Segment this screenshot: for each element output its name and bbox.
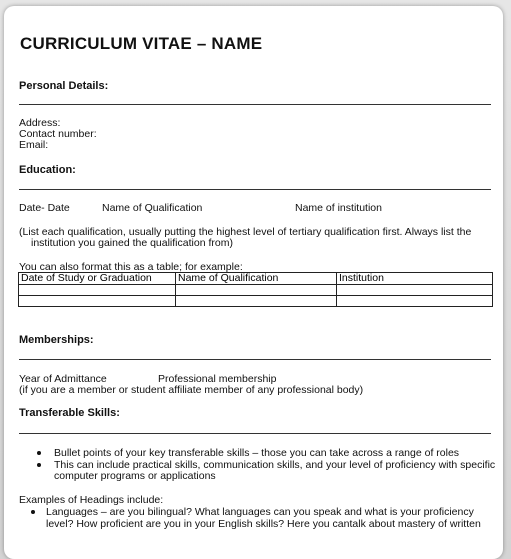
table-row bbox=[19, 285, 493, 296]
skill-bullet-1 bbox=[37, 447, 459, 459]
address-label: Address: bbox=[19, 117, 61, 129]
transferable-divider bbox=[19, 433, 491, 434]
example-bullet-1 bbox=[31, 506, 474, 518]
personal-details-heading: Personal Details: bbox=[19, 80, 109, 92]
example-bullet-1-text: Languages – are you bilingual? What languages can you speak and what is your proficiency bbox=[46, 506, 474, 518]
table-header-cell: Name of Qualification bbox=[176, 273, 337, 285]
edu-institution-label: Name of institution bbox=[295, 202, 382, 214]
cv-page bbox=[4, 6, 503, 559]
table-cell bbox=[337, 285, 493, 296]
qualification-table bbox=[18, 272, 493, 307]
bullet-icon bbox=[31, 510, 35, 514]
cv-title: CURRICULUM VITAE – NAME bbox=[20, 34, 263, 53]
year-admittance-label: Year of Admittance bbox=[19, 373, 107, 385]
bullet-icon bbox=[37, 463, 41, 467]
skill-bullet-1-text: Bullet points of your key transferable skills – those you can take across a range of roles bbox=[54, 447, 460, 459]
professional-membership-label: Professional membership bbox=[158, 373, 277, 385]
table-header-cell: Institution bbox=[337, 273, 493, 285]
edu-note-line1: (List each qualification, usually putting the highest level of tertiary qualification first. Always list the bbox=[19, 226, 472, 238]
table-cell bbox=[19, 296, 176, 307]
contact-label: Contact number: bbox=[19, 128, 97, 140]
education-divider bbox=[19, 189, 491, 190]
table-row bbox=[19, 296, 493, 307]
memberships-divider bbox=[19, 359, 491, 360]
table-intro: You can also format this as a table; for example: bbox=[19, 261, 243, 273]
membership-note: (if you are a member or student affiliate member of any professional body) bbox=[19, 384, 364, 396]
email-label: Email: bbox=[19, 139, 49, 151]
edu-date-label: Date- Date bbox=[19, 202, 70, 214]
table-cell bbox=[176, 285, 337, 296]
examples-intro: Examples of Headings include: bbox=[19, 494, 164, 506]
edu-qualification-label: Name of Qualification bbox=[102, 202, 203, 214]
table-header-row bbox=[19, 273, 493, 285]
edu-note-line2: institution you gained the qualification from) bbox=[31, 237, 233, 249]
table-cell bbox=[176, 296, 337, 307]
skill-bullet-2-text: This can include practical skills, communication skills, and your level of proficiency with specific bbox=[54, 459, 496, 471]
education-heading: Education: bbox=[19, 164, 76, 176]
table-header-cell: Date of Study or Graduation bbox=[19, 273, 176, 285]
example-bullet-1-cont: level? How proficient are you in your English skills? Here you cantalk about mastery of written bbox=[46, 518, 481, 530]
table-cell bbox=[19, 285, 176, 296]
personal-divider bbox=[19, 104, 491, 105]
transferable-skills-heading: Transferable Skills: bbox=[19, 407, 120, 419]
table-cell bbox=[337, 296, 493, 307]
skill-bullet-2-cont: computer programs or applications bbox=[54, 470, 216, 482]
bullet-icon bbox=[37, 451, 41, 455]
memberships-heading: Memberships: bbox=[19, 334, 94, 346]
